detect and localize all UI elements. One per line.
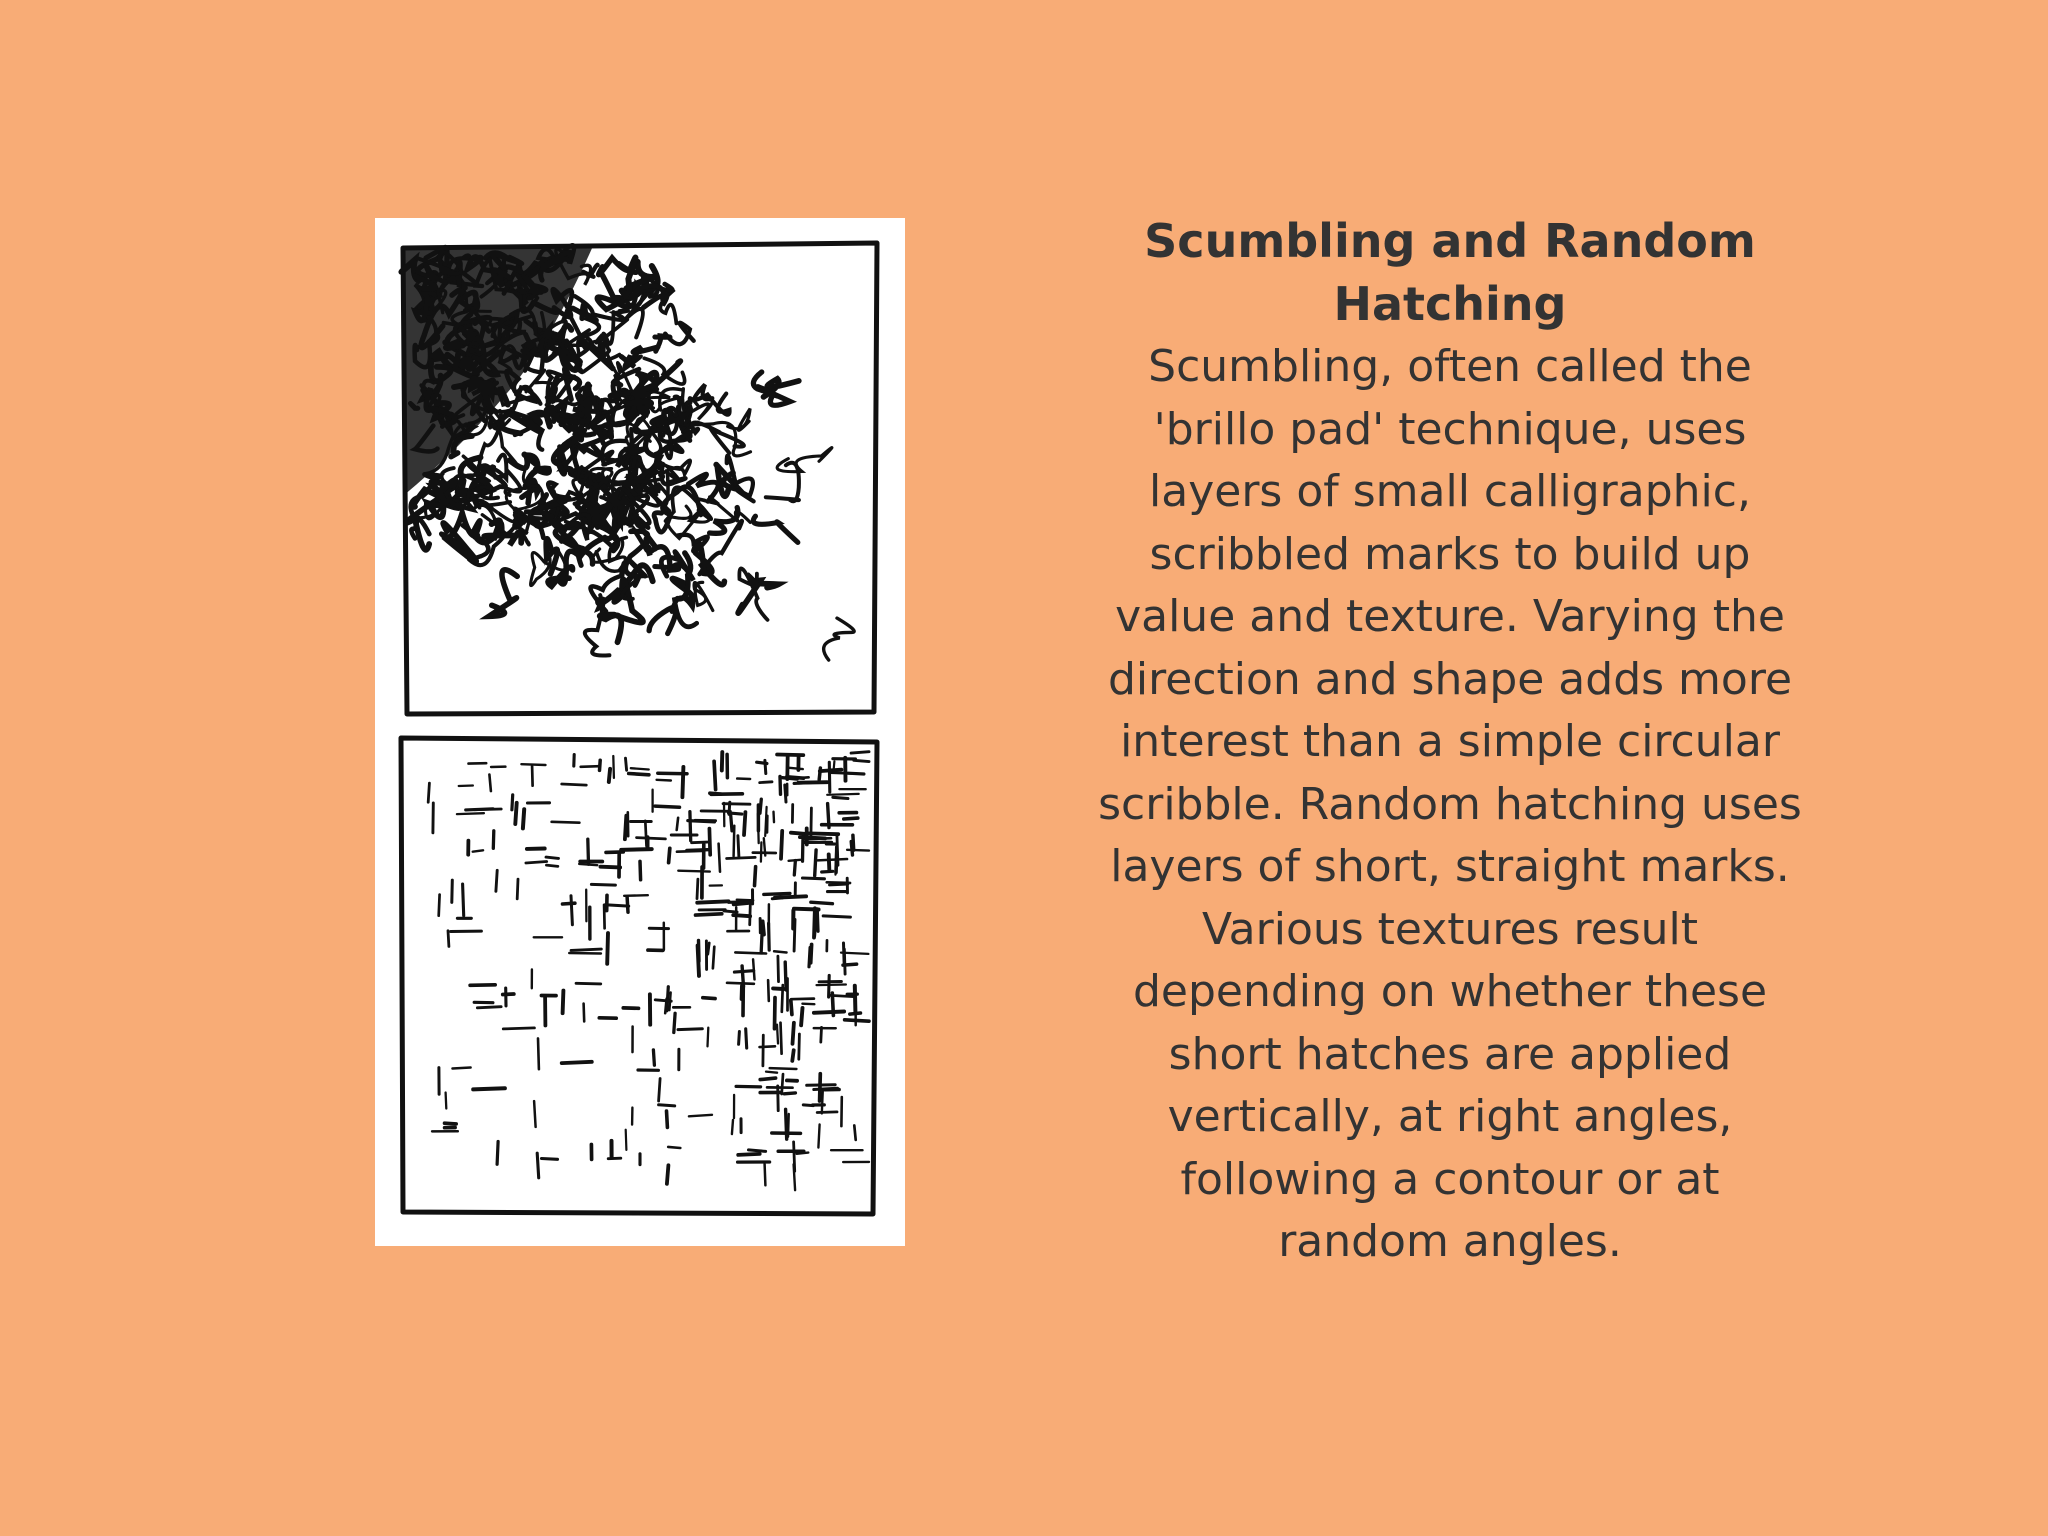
slide-title: Scumbling and Random Hatching <box>1144 214 1756 331</box>
slide-body-text: Scumbling, often called the 'brillo pad' technique, uses layers of small calligraphic, scribbled marks to build up value and texture. Varying the direction and shape adds more interest than a simple circular scribble. Random hatching uses layers of short, straight marks. Various textures result depending on whether these short hatches are applied vertically, at right angles, following a contour or at random angles. <box>1098 341 1802 1267</box>
random-hatching-sample-panel <box>401 738 877 1214</box>
technique-illustration <box>375 218 905 1246</box>
text-block <box>1090 210 1810 1274</box>
scumbling-sample-panel <box>401 243 877 714</box>
scumbling-hatching-sketch-icon <box>375 218 905 1246</box>
